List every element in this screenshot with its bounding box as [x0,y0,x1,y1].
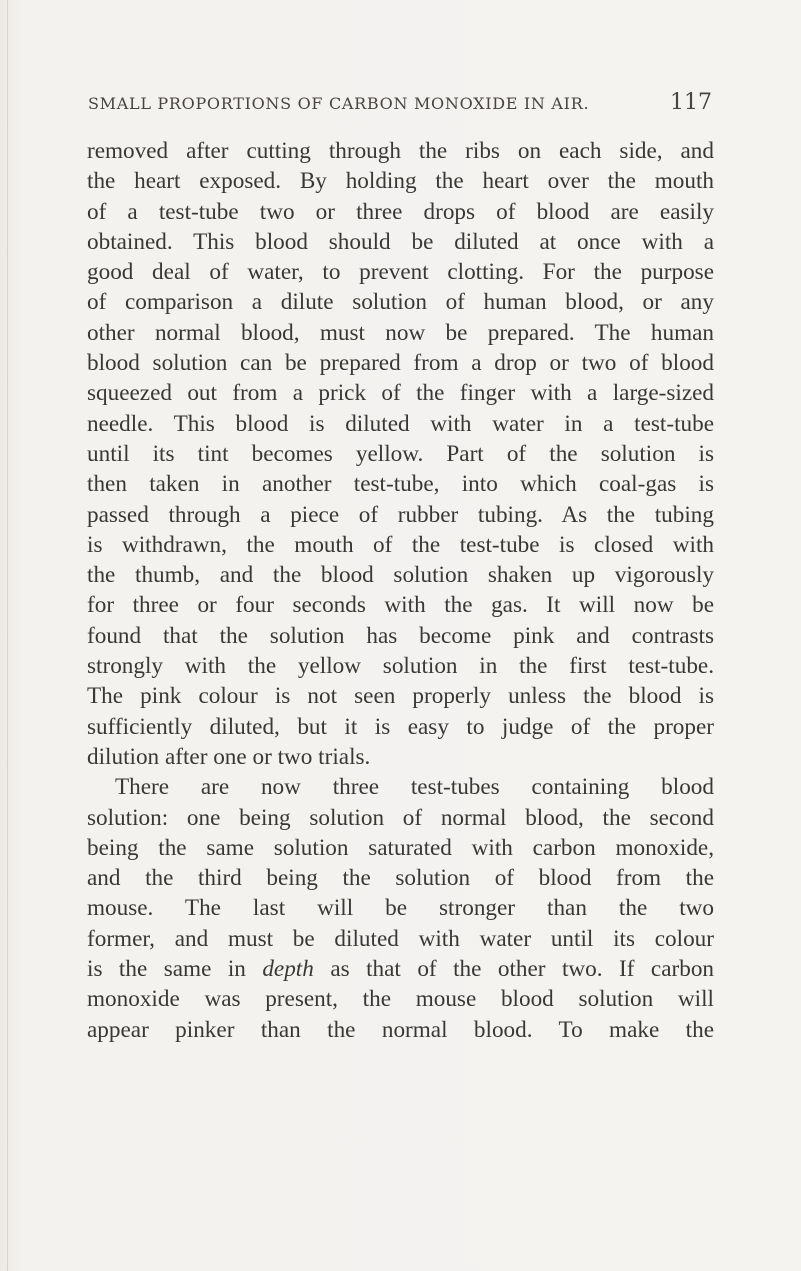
text-line: removed after cutting through the ribs on each side, and [87,138,714,164]
italic-term: depth [262,956,314,983]
text-line: blood solution can be prepared from a drop or two of blood [87,350,714,377]
body-text [87,136,714,1045]
text-line: obtained. This blood should be diluted at once with a [87,228,714,255]
text-line: good deal of water, to prevent clotting. For the purpose [87,259,714,286]
text-line: appear pinker than the normal blood. To make the [87,1016,714,1043]
page-number: 117 [670,90,712,115]
text-line: then taken in another test-tube, into which coal-gas is [87,471,714,498]
text-line: solution: one being solution of normal blood, the second [87,804,714,831]
text-line: strongly with the yellow solution in the first test-tube. [87,653,714,680]
text-line: mouse. The last will be stronger than the two [87,895,714,922]
text-line: The pink colour is not seen properly unless the blood is [87,683,714,710]
text-line: needle. This blood is diluted with water in a test-tube [87,410,714,437]
text-line-with-italic [87,954,714,984]
text-line: being the same solution saturated with carbon monoxide, [87,834,714,861]
text-line: squeezed out from a prick of the finger with a large-sized [87,380,714,407]
text-line: the heart exposed. By holding the heart over the mouth [87,168,714,195]
text-line: found that the solution has become pink and contrasts [87,622,714,649]
page-edge-shadow [7,0,8,1271]
paragraph-end-line: dilution after one or two trials. [87,743,371,770]
text-line: of comparison a dilute solution of human blood, or any [87,289,714,316]
text-line: for three or four seconds with the gas. It will now be [87,592,714,619]
text-line: monoxide was present, the mouse blood solution will [87,986,714,1013]
text-line: other normal blood, must now be prepared. The human [87,319,714,346]
text-line: former, and must be diluted with water until its colour [87,925,714,952]
text-line: and the third being the solution of blood from the [87,865,714,892]
text-line: sufficiently diluted, but it is easy to judge of the proper [87,713,714,740]
text-line: until its tint becomes yellow. Part of the solution is [87,440,714,467]
text-segment: as that of the other two. If carbon [330,956,715,983]
running-title: SMALL PROPORTIONS OF CARBON MONOXIDE IN AIR. [88,94,590,113]
text-line: the thumb, and the blood solution shaken up vigorously [87,562,714,589]
running-header [88,90,712,120]
text-line: passed through a piece of rubber tubing. As the tubing [87,501,714,528]
text-line: is withdrawn, the mouth of the test-tube is closed with [87,531,714,558]
text-line: of a test-tube two or three drops of blood are easily [87,198,714,225]
text-segment: is the same in [87,956,246,983]
paragraph-start-line: There are now three test-tubes containing blood [115,774,714,801]
